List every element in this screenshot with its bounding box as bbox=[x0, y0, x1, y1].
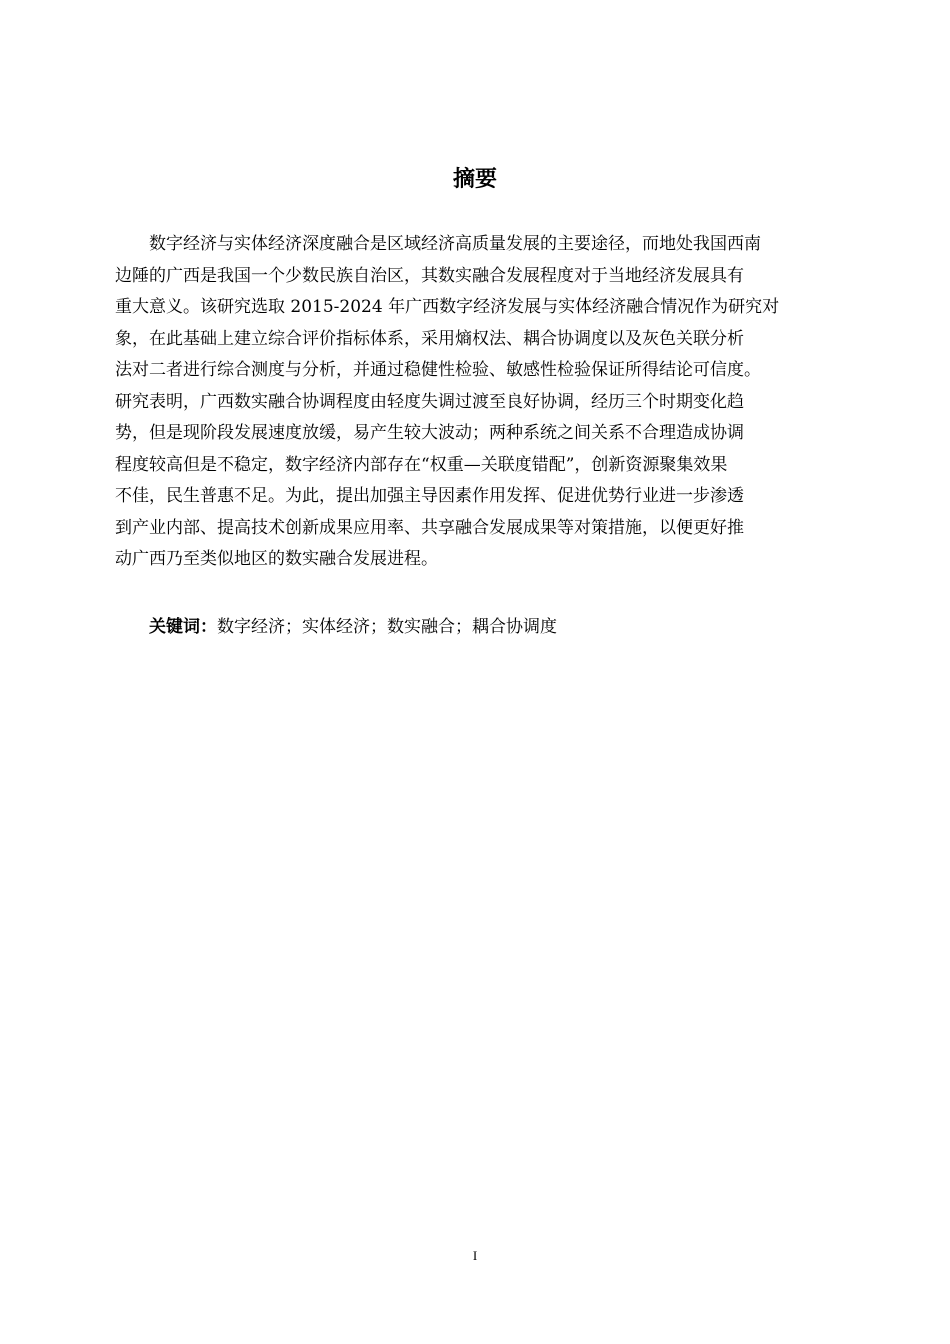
keywords-line bbox=[149, 612, 557, 644]
abstract-line: 势，但是现阶段发展速度放缓，易产生较大波动；两种系统之间关系不合理造成协调 bbox=[115, 423, 744, 443]
keywords-text: 数字经济；实体经济；数实融合；耦合协调度 bbox=[217, 617, 557, 637]
abstract-line: 不佳，民生普惠不足。为此，提出加强主导因素作用发挥、促进优势行业进一步渗透 bbox=[115, 486, 744, 506]
abstract-line: 象，在此基础上建立综合评价指标体系，采用熵权法、耦合协调度以及灰色关联分析 bbox=[115, 328, 744, 349]
abstract-line: 数字经济与实体经济深度融合是区域经济高质量发展的主要途径，而地处我国西南 bbox=[149, 234, 761, 254]
abstract-line: 法对二者进行综合测度与分析，并通过稳健性检验、敏感性检验保证所得结论可信度。 bbox=[115, 360, 761, 380]
abstract-line: 边陲的广西是我国一个少数民族自治区，其数实融合发展程度对于当地经济发展具有 bbox=[115, 265, 744, 286]
abstract-body bbox=[115, 229, 835, 576]
abstract-title: 摘要 bbox=[452, 167, 497, 192]
abstract-line: 动广西乃至类似地区的数实融合发展进程。 bbox=[115, 549, 438, 569]
keywords-label: 关键词： bbox=[149, 617, 217, 637]
abstract-line: 研究表明，广西数实融合协调程度由轻度失调过渡至良好协调，经历三个时期变化趋 bbox=[115, 391, 744, 412]
abstract-line: 到产业内部、提高技术创新成果应用率、共享融合发展成果等对策措施，以便更好推 bbox=[115, 517, 744, 538]
page-number: I bbox=[472, 1248, 478, 1263]
abstract-line: 重大意义。该研究选取 2015-2024 年广西数字经济发展与实体经济融合情况作为研究对 bbox=[115, 297, 780, 317]
abstract-line: 程度较高但是不稳定，数字经济内部存在“权重—关联度错配”，创新资源聚集效果 bbox=[115, 454, 728, 475]
